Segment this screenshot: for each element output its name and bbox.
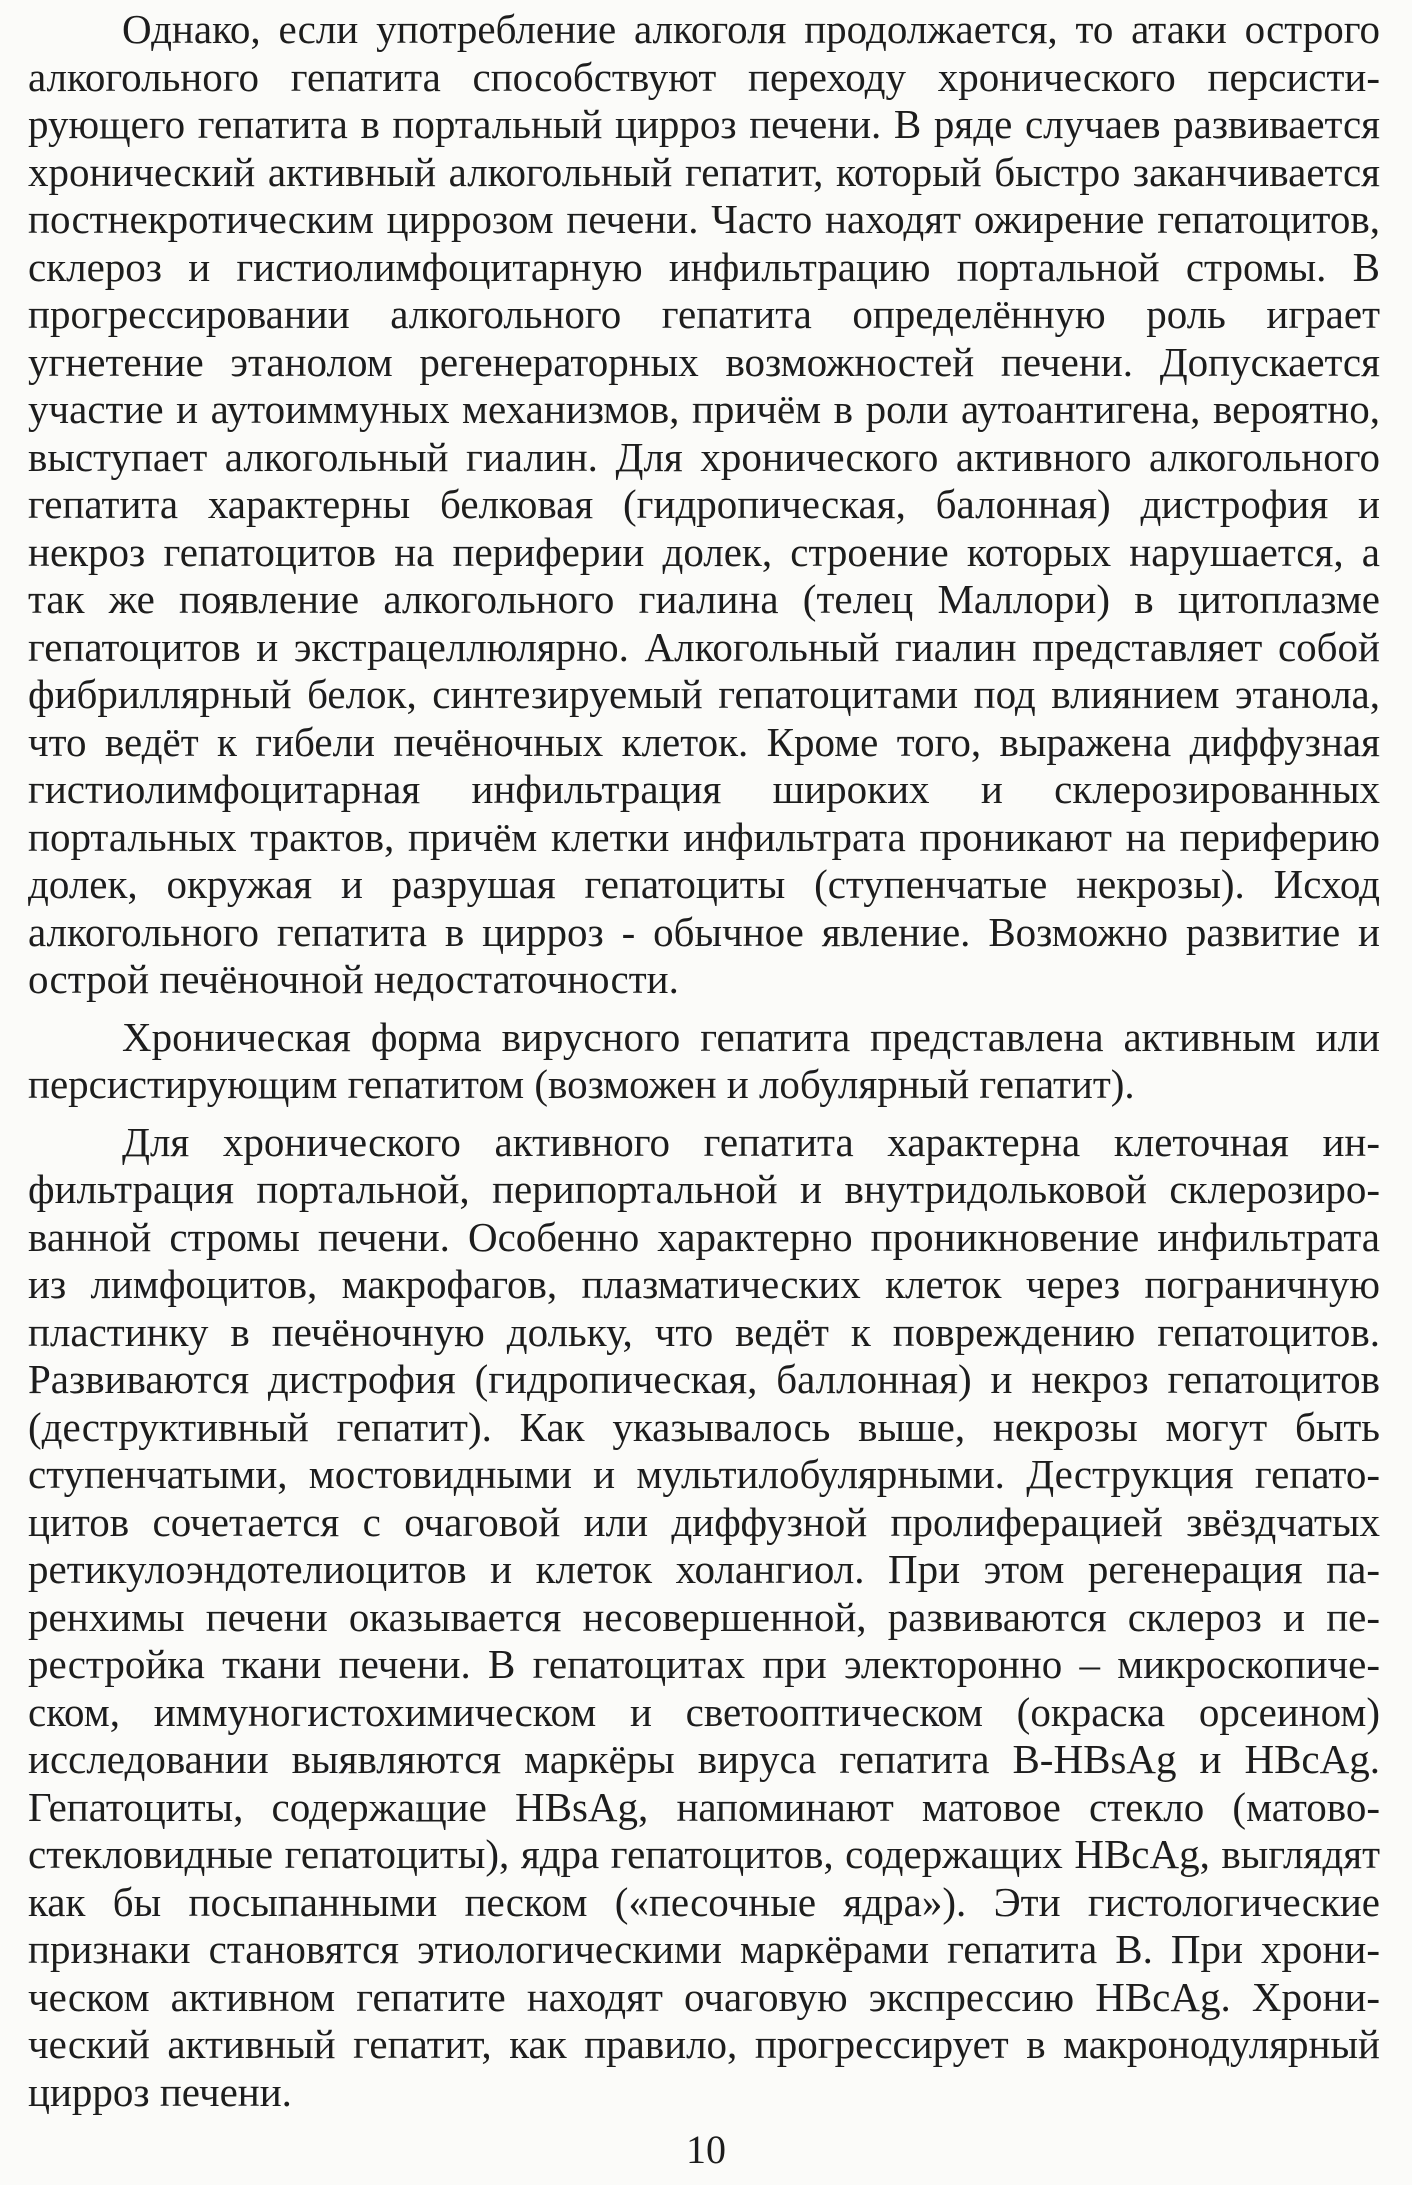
paragraph-alcoholic-hepatitis: Однако, если употребление алкоголя продолжается, то атаки острого алкогольного гепатита способствуют переходу хронического персистирующего гепатита в портальный цирроз печени. В ряде случаев развивается хронический активный алкогольный гепатит, который быстро заканчивается постнекротическим циррозом печени. Часто находят ожирение гепатоцитов, склероз и гистиолимфоцитарную инфильтрацию портальной стромы. В прогрессировании алкогольного гепатита определённую роль играет угнетение этанолом регенераторных возможностей печени. Допускается участие и аутоиммуных механизмов, причём в роли аутоантигена, вероятно, выступает алкогольный гиалин. Для хронического активного алкогольного гепатита характерны белковая (гидропическая, балонная) дистрофия и некроз гепатоцитов на периферии долек, строение которых нарушается, а так же появление алкогольного гиалина (телец Маллори) в цитоплазме гепатоцитов и экстрацеллюлярно. Алкогольный гиалин представляет собой фибриллярный белок, синтезируемый гепатоцитами под влиянием этанола, что ведёт к гибели печёночных клеток. Кроме того, выражена диффузная гистиолимфоцитарная инфильтрация широких и склерозированных портальных трактов, причём клетки инфильтрата проникают на периферию долек, окружая и разрушая гепатоциты (ступенчатые некрозы). Исход алкогольного гепатита в цирроз - обычное явление. Возможно развитие и острой печёночной недостаточности. (28, 6, 1380, 1002)
paragraph-chronic-active-hepatitis: Для хронического активного гепатита характерна клеточная инфильтрация портальной, перипортальной и внутридольковой склерозированной стромы печени. Особенно характерно проникновение инфильтрата из лимфоцитов, макрофагов, плазматических клеток через пограничную пластинку в печёночную дольку, что ведёт к повреждению гепатоцитов. Развиваются дистрофия (гидропическая, баллонная) и некроз гепатоцитов (деструктивный гепатит). Как указывалось выше, некрозы могут быть ступенчатыми, мостовидными и мультилобулярными. Деструкция гепатоцитов сочетается с очаговой или диффузной пролиферацией звёздчатых ретикулоэндотелиоцитов и клеток холангиол. При этом регенерация паренхимы печени оказывается несовершенной, развиваются склероз и перестройка ткани печени. В гепатоцитах при электоронно – микроскопическом, иммуногистохимическом и светооптическом (окраска орсеином) исследовании выявляются маркёры вируса гепатита B-HBsAg и HBcAg. Гепатоциты, содержащие HBsAg, напоминают матовое стекло (матовостекловидные гепатоциты), ядра гепатоцитов, содержащих HBcAg, выглядят как бы посыпанными песком («песочные ядра»). Эти гистологические признаки становятся этиологическими маркёрами гепатита B. При хроническом активном гепатите находят очаговую экспрессию HBcAg. Хронический активный гепатит, как правило, прогрессирует в макронодулярный цирроз печени. (28, 1118, 1380, 2115)
body-text (28, 6, 1380, 2116)
page-number: 10 (686, 2127, 726, 2172)
paragraph-chronic-viral-hepatitis: Хроническая форма вирусного гепатита представлена активным или персистирующим гепатитом (возможен и лобулярный гепатит). (28, 1013, 1380, 1107)
